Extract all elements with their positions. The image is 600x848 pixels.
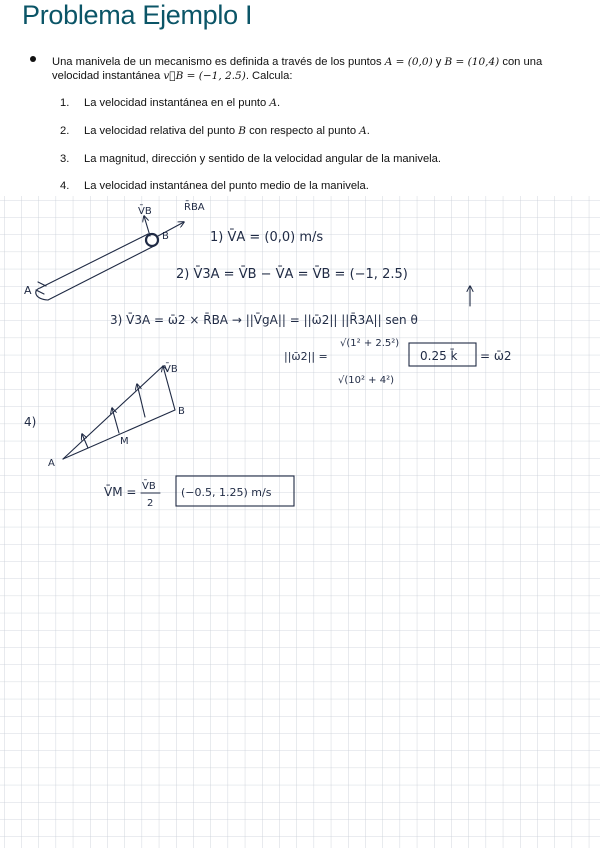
item-tail: . [276,97,281,109]
problem-statement [52,55,580,83]
question-item-4 [60,180,369,192]
final-result: (−0.5, 1.25) m/s [181,486,272,499]
velocity-vb-value: = (−1, 2.5) [183,70,246,82]
item-number: 1. [60,97,70,109]
item-text: La velocidad instantánea del punto medio de la manivela. [84,180,369,192]
grid-lines [0,196,600,848]
item-number: 3. [60,153,70,165]
item-text: La magnitud, dirección y sentido de la velocidad angular de la manivela. [84,153,441,165]
item-text-mid: con respecto al punto [245,125,360,137]
bullet-dot [30,56,36,62]
point-a-coords: A = (0,0) [384,56,433,68]
page-title: Problema Ejemplo I [22,0,253,30]
graph-paper-solution [0,196,600,848]
statement-text-3: . Calcula: [245,70,293,82]
label-b: B [162,231,169,242]
item-var: B [238,125,246,137]
velocity-vb-symbol: v⃗B [163,70,184,82]
item-text: La velocidad instantánea en el punto [84,97,270,109]
fig4-label-vb: V̄B [164,364,178,375]
fig4-label-m: M [120,436,129,447]
statement-text-1: Una manivela de un mecanismo es definida a través de los puntos [52,56,385,68]
question-item-2 [60,125,370,137]
statement-connector: y [432,56,445,68]
label-vb: V̄B [138,206,152,217]
omega-result: 0.25 k̄ [420,349,458,363]
fig4-label-b: B [178,406,185,417]
omega-magnitude-lhs: ||ω̄2|| = [284,350,328,363]
label-a: A [24,284,32,297]
question-item-3 [60,153,441,165]
statement-text-2: con una velocidad instantánea [52,56,543,82]
item-var: A [269,97,277,109]
question-item-1 [60,97,280,109]
question-4-label: 4) [24,415,37,429]
item-text: La velocidad relativa del punto [84,125,239,137]
fig4-label-a: A [48,458,55,469]
omega-fraction-denominator: √(10² + 4²) [338,375,395,386]
item-var-2: A [359,125,367,137]
point-b-coords: B = (10,4) [444,56,500,68]
final-frac-denominator: 2 [147,498,154,509]
answer-3: 3) V̄3A = ω̄2 × R̄BA → ||V̄gA|| = ||ω̄2|| ||R̄3A|| sen θ [110,313,418,327]
answer-2: 2) V̄3A = V̄B − V̄A = V̄B = (−1, 2.5) [176,267,408,282]
final-lhs: V̄M = [104,485,137,499]
label-rba: R̄BA [184,202,205,213]
omega-vector-label: = ω̄2 [480,349,512,363]
answer-1: 1) V̄A = (0,0) m/s [210,230,324,245]
item-tail: . [366,125,370,137]
item-number: 4. [60,180,70,192]
omega-fraction-numerator: √(1² + 2.5²) [340,338,400,349]
item-number: 2. [60,125,70,137]
final-frac-numerator: V̄B [142,481,156,492]
